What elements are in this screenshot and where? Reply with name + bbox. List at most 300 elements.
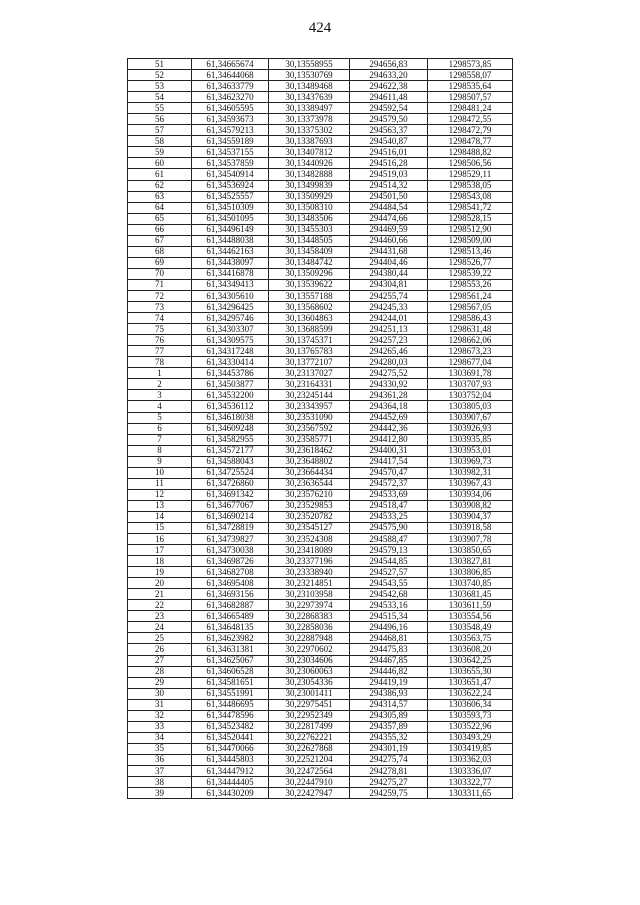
- y-coordinate-cell: 1303806,85: [428, 567, 513, 578]
- x-coordinate-cell: 294452,69: [350, 412, 428, 423]
- coordinates-table-body: [128, 59, 513, 799]
- y-coordinate-cell: 1303926,93: [428, 423, 513, 434]
- table-row: [128, 92, 513, 103]
- x-coordinate-cell: 294516,28: [350, 158, 428, 169]
- x-coordinate-cell: 294474,66: [350, 213, 428, 224]
- x-coordinate-cell: 294278,81: [350, 766, 428, 777]
- longitude-cell: 30,23418089: [269, 545, 350, 556]
- x-coordinate-cell: 294412,80: [350, 434, 428, 445]
- y-coordinate-cell: 1303608,20: [428, 644, 513, 655]
- longitude-cell: 30,22472564: [269, 766, 350, 777]
- point-number-cell: 1: [128, 368, 192, 379]
- longitude-cell: 30,13482888: [269, 169, 350, 180]
- y-coordinate-cell: 1303651,47: [428, 677, 513, 688]
- y-coordinate-cell: 1303681,45: [428, 589, 513, 600]
- longitude-cell: 30,22817499: [269, 721, 350, 732]
- point-number-cell: 68: [128, 246, 192, 257]
- latitude-cell: 61,34453786: [192, 368, 269, 379]
- point-number-cell: 32: [128, 710, 192, 721]
- point-number-cell: 55: [128, 103, 192, 114]
- longitude-cell: 30,23520782: [269, 511, 350, 522]
- point-number-cell: 13: [128, 500, 192, 511]
- table-row: [128, 699, 513, 710]
- longitude-cell: 30,23338940: [269, 567, 350, 578]
- table-row: [128, 70, 513, 81]
- longitude-cell: 30,22970602: [269, 644, 350, 655]
- latitude-cell: 61,34665674: [192, 59, 269, 70]
- point-number-cell: 22: [128, 600, 192, 611]
- x-coordinate-cell: 294496,16: [350, 622, 428, 633]
- x-coordinate-cell: 294442,36: [350, 423, 428, 434]
- longitude-cell: 30,22858036: [269, 622, 350, 633]
- table-row: [128, 390, 513, 401]
- table-row: [128, 511, 513, 522]
- point-number-cell: 59: [128, 147, 192, 158]
- point-number-cell: 53: [128, 81, 192, 92]
- table-row: [128, 313, 513, 324]
- point-number-cell: 73: [128, 302, 192, 313]
- longitude-cell: 30,23567592: [269, 423, 350, 434]
- x-coordinate-cell: 294460,66: [350, 235, 428, 246]
- x-coordinate-cell: 294533,16: [350, 600, 428, 611]
- y-coordinate-cell: 1298567,05: [428, 302, 513, 313]
- point-number-cell: 58: [128, 136, 192, 147]
- y-coordinate-cell: 1303362,03: [428, 754, 513, 765]
- point-number-cell: 21: [128, 589, 192, 600]
- y-coordinate-cell: 1303336,07: [428, 766, 513, 777]
- latitude-cell: 61,34625067: [192, 655, 269, 666]
- x-coordinate-cell: 294419,19: [350, 677, 428, 688]
- table-row: [128, 788, 513, 799]
- y-coordinate-cell: 1298472,79: [428, 125, 513, 136]
- x-coordinate-cell: 294257,23: [350, 335, 428, 346]
- longitude-cell: 30,13772107: [269, 357, 350, 368]
- y-coordinate-cell: 1298543,08: [428, 191, 513, 202]
- y-coordinate-cell: 1303918,58: [428, 522, 513, 533]
- y-coordinate-cell: 1303969,73: [428, 456, 513, 467]
- longitude-cell: 30,13568602: [269, 302, 350, 313]
- longitude-cell: 30,13745371: [269, 335, 350, 346]
- table-row: [128, 777, 513, 788]
- point-number-cell: 10: [128, 467, 192, 478]
- table-row: [128, 224, 513, 235]
- latitude-cell: 61,34503877: [192, 379, 269, 390]
- x-coordinate-cell: 294475,83: [350, 644, 428, 655]
- longitude-cell: 30,23001411: [269, 688, 350, 699]
- x-coordinate-cell: 294467,85: [350, 655, 428, 666]
- table-row: [128, 655, 513, 666]
- latitude-cell: 61,34330414: [192, 357, 269, 368]
- latitude-cell: 61,34623270: [192, 92, 269, 103]
- table-row: [128, 213, 513, 224]
- x-coordinate-cell: 294611,48: [350, 92, 428, 103]
- table-row: [128, 158, 513, 169]
- latitude-cell: 61,34695408: [192, 578, 269, 589]
- point-number-cell: 2: [128, 379, 192, 390]
- table-row: [128, 257, 513, 268]
- table-row: [128, 534, 513, 545]
- point-number-cell: 19: [128, 567, 192, 578]
- y-coordinate-cell: 1303522,96: [428, 721, 513, 732]
- table-row: [128, 290, 513, 301]
- x-coordinate-cell: 294314,57: [350, 699, 428, 710]
- longitude-cell: 30,23377196: [269, 556, 350, 567]
- longitude-cell: 30,13483506: [269, 213, 350, 224]
- latitude-cell: 61,34572177: [192, 445, 269, 456]
- point-number-cell: 54: [128, 92, 192, 103]
- longitude-cell: 30,23524308: [269, 534, 350, 545]
- point-number-cell: 17: [128, 545, 192, 556]
- table-row: [128, 721, 513, 732]
- latitude-cell: 61,34559189: [192, 136, 269, 147]
- x-coordinate-cell: 294633,20: [350, 70, 428, 81]
- y-coordinate-cell: 1303611,59: [428, 600, 513, 611]
- longitude-cell: 30,13509296: [269, 268, 350, 279]
- longitude-cell: 30,13373978: [269, 114, 350, 125]
- latitude-cell: 61,34496149: [192, 224, 269, 235]
- coordinates-table: [127, 58, 513, 799]
- x-coordinate-cell: 294404,46: [350, 257, 428, 268]
- longitude-cell: 30,13387693: [269, 136, 350, 147]
- x-coordinate-cell: 294533,69: [350, 489, 428, 500]
- x-coordinate-cell: 294570,47: [350, 467, 428, 478]
- latitude-cell: 61,34682887: [192, 600, 269, 611]
- latitude-cell: 61,34305610: [192, 290, 269, 301]
- table-row: [128, 743, 513, 754]
- table-row: [128, 180, 513, 191]
- y-coordinate-cell: 1298631,48: [428, 324, 513, 335]
- table-row: [128, 556, 513, 567]
- longitude-cell: 30,22868383: [269, 611, 350, 622]
- y-coordinate-cell: 1298506,56: [428, 158, 513, 169]
- y-coordinate-cell: 1298472,55: [428, 114, 513, 125]
- table-row: [128, 545, 513, 556]
- latitude-cell: 61,34725524: [192, 467, 269, 478]
- y-coordinate-cell: 1298507,57: [428, 92, 513, 103]
- table-row: [128, 59, 513, 70]
- x-coordinate-cell: 294275,52: [350, 368, 428, 379]
- longitude-cell: 30,13455303: [269, 224, 350, 235]
- latitude-cell: 61,34462163: [192, 246, 269, 257]
- y-coordinate-cell: 1298528,15: [428, 213, 513, 224]
- x-coordinate-cell: 294656,83: [350, 59, 428, 70]
- longitude-cell: 30,23164331: [269, 379, 350, 390]
- longitude-cell: 30,13407812: [269, 147, 350, 158]
- latitude-cell: 61,34623982: [192, 633, 269, 644]
- table-row: [128, 434, 513, 445]
- latitude-cell: 61,34488038: [192, 235, 269, 246]
- y-coordinate-cell: 1303593,73: [428, 710, 513, 721]
- point-number-cell: 8: [128, 445, 192, 456]
- longitude-cell: 30,13765783: [269, 346, 350, 357]
- table-row: [128, 633, 513, 644]
- longitude-cell: 30,22887948: [269, 633, 350, 644]
- y-coordinate-cell: 1303935,85: [428, 434, 513, 445]
- longitude-cell: 30,23529853: [269, 500, 350, 511]
- x-coordinate-cell: 294518,47: [350, 500, 428, 511]
- longitude-cell: 30,23103958: [269, 589, 350, 600]
- latitude-cell: 61,34644068: [192, 70, 269, 81]
- y-coordinate-cell: 1298561,24: [428, 290, 513, 301]
- latitude-cell: 61,34618038: [192, 412, 269, 423]
- point-number-cell: 65: [128, 213, 192, 224]
- latitude-cell: 61,34470066: [192, 743, 269, 754]
- longitude-cell: 30,23034606: [269, 655, 350, 666]
- point-number-cell: 70: [128, 268, 192, 279]
- y-coordinate-cell: 1298512,90: [428, 224, 513, 235]
- x-coordinate-cell: 294516,01: [350, 147, 428, 158]
- x-coordinate-cell: 294622,38: [350, 81, 428, 92]
- point-number-cell: 69: [128, 257, 192, 268]
- x-coordinate-cell: 294592,54: [350, 103, 428, 114]
- latitude-cell: 61,34606528: [192, 666, 269, 677]
- point-number-cell: 74: [128, 313, 192, 324]
- point-number-cell: 78: [128, 357, 192, 368]
- table-row: [128, 125, 513, 136]
- latitude-cell: 61,34536112: [192, 401, 269, 412]
- y-coordinate-cell: 1303907,67: [428, 412, 513, 423]
- y-coordinate-cell: 1303907,78: [428, 534, 513, 545]
- x-coordinate-cell: 294533,25: [350, 511, 428, 522]
- longitude-cell: 30,23531090: [269, 412, 350, 423]
- point-number-cell: 66: [128, 224, 192, 235]
- table-row: [128, 666, 513, 677]
- y-coordinate-cell: 1298509,00: [428, 235, 513, 246]
- y-coordinate-cell: 1303850,65: [428, 545, 513, 556]
- table-row: [128, 401, 513, 412]
- longitude-cell: 30,13530769: [269, 70, 350, 81]
- point-number-cell: 31: [128, 699, 192, 710]
- point-number-cell: 9: [128, 456, 192, 467]
- y-coordinate-cell: 1298553,26: [428, 279, 513, 290]
- latitude-cell: 61,34698726: [192, 556, 269, 567]
- x-coordinate-cell: 294251,13: [350, 324, 428, 335]
- point-number-cell: 12: [128, 489, 192, 500]
- y-coordinate-cell: 1298538,05: [428, 180, 513, 191]
- latitude-cell: 61,34690214: [192, 511, 269, 522]
- y-coordinate-cell: 1303934,06: [428, 489, 513, 500]
- x-coordinate-cell: 294417,54: [350, 456, 428, 467]
- latitude-cell: 61,34537155: [192, 147, 269, 158]
- table-row: [128, 268, 513, 279]
- point-number-cell: 57: [128, 125, 192, 136]
- table-row: [128, 302, 513, 313]
- x-coordinate-cell: 294259,75: [350, 788, 428, 799]
- longitude-cell: 30,13448505: [269, 235, 350, 246]
- y-coordinate-cell: 1303554,56: [428, 611, 513, 622]
- latitude-cell: 61,34605595: [192, 103, 269, 114]
- longitude-cell: 30,23636544: [269, 478, 350, 489]
- longitude-cell: 30,13458409: [269, 246, 350, 257]
- point-number-cell: 18: [128, 556, 192, 567]
- table-row: [128, 489, 513, 500]
- latitude-cell: 61,34588043: [192, 456, 269, 467]
- x-coordinate-cell: 294357,89: [350, 721, 428, 732]
- latitude-cell: 61,34523482: [192, 721, 269, 732]
- table-row: [128, 677, 513, 688]
- y-coordinate-cell: 1298481,24: [428, 103, 513, 114]
- table-row: [128, 478, 513, 489]
- x-coordinate-cell: 294330,92: [350, 379, 428, 390]
- longitude-cell: 30,13508310: [269, 202, 350, 213]
- latitude-cell: 61,34501095: [192, 213, 269, 224]
- y-coordinate-cell: 1298478,77: [428, 136, 513, 147]
- table-row: [128, 445, 513, 456]
- point-number-cell: 35: [128, 743, 192, 754]
- latitude-cell: 61,34551991: [192, 688, 269, 699]
- latitude-cell: 61,34349413: [192, 279, 269, 290]
- point-number-cell: 23: [128, 611, 192, 622]
- x-coordinate-cell: 294280,03: [350, 357, 428, 368]
- point-number-cell: 75: [128, 324, 192, 335]
- latitude-cell: 61,34438097: [192, 257, 269, 268]
- y-coordinate-cell: 1303805,03: [428, 401, 513, 412]
- point-number-cell: 6: [128, 423, 192, 434]
- table-row: [128, 467, 513, 478]
- y-coordinate-cell: 1298488,82: [428, 147, 513, 158]
- latitude-cell: 61,34677067: [192, 500, 269, 511]
- x-coordinate-cell: 294484,54: [350, 202, 428, 213]
- x-coordinate-cell: 294501,50: [350, 191, 428, 202]
- y-coordinate-cell: 1303419,85: [428, 743, 513, 754]
- x-coordinate-cell: 294305,89: [350, 710, 428, 721]
- y-coordinate-cell: 1298558,07: [428, 70, 513, 81]
- longitude-cell: 30,23585771: [269, 434, 350, 445]
- y-coordinate-cell: 1298677,04: [428, 357, 513, 368]
- point-number-cell: 36: [128, 754, 192, 765]
- latitude-cell: 61,34682708: [192, 567, 269, 578]
- table-row: [128, 246, 513, 257]
- point-number-cell: 20: [128, 578, 192, 589]
- table-row: [128, 368, 513, 379]
- y-coordinate-cell: 1303311,65: [428, 788, 513, 799]
- latitude-cell: 61,34633779: [192, 81, 269, 92]
- longitude-cell: 30,13688599: [269, 324, 350, 335]
- point-number-cell: 52: [128, 70, 192, 81]
- point-number-cell: 3: [128, 390, 192, 401]
- y-coordinate-cell: 1303691,78: [428, 368, 513, 379]
- x-coordinate-cell: 294519,03: [350, 169, 428, 180]
- point-number-cell: 61: [128, 169, 192, 180]
- longitude-cell: 30,23060063: [269, 666, 350, 677]
- x-coordinate-cell: 294542,68: [350, 589, 428, 600]
- latitude-cell: 61,34416878: [192, 268, 269, 279]
- latitude-cell: 61,34478596: [192, 710, 269, 721]
- latitude-cell: 61,34581651: [192, 677, 269, 688]
- x-coordinate-cell: 294468,81: [350, 633, 428, 644]
- longitude-cell: 30,23137027: [269, 368, 350, 379]
- point-number-cell: 4: [128, 401, 192, 412]
- table-row: [128, 710, 513, 721]
- x-coordinate-cell: 294431,68: [350, 246, 428, 257]
- table-row: [128, 335, 513, 346]
- point-number-cell: 27: [128, 655, 192, 666]
- longitude-cell: 30,22427947: [269, 788, 350, 799]
- y-coordinate-cell: 1298573,85: [428, 59, 513, 70]
- point-number-cell: 24: [128, 622, 192, 633]
- longitude-cell: 30,13437639: [269, 92, 350, 103]
- table-row: [128, 136, 513, 147]
- x-coordinate-cell: 294588,47: [350, 534, 428, 545]
- table-row: [128, 622, 513, 633]
- x-coordinate-cell: 294572,37: [350, 478, 428, 489]
- table-row: [128, 688, 513, 699]
- x-coordinate-cell: 294275,74: [350, 754, 428, 765]
- x-coordinate-cell: 294255,74: [350, 290, 428, 301]
- table-row: [128, 412, 513, 423]
- y-coordinate-cell: 1303904,37: [428, 511, 513, 522]
- point-number-cell: 14: [128, 511, 192, 522]
- point-number-cell: 25: [128, 633, 192, 644]
- x-coordinate-cell: 294386,93: [350, 688, 428, 699]
- latitude-cell: 61,34536924: [192, 180, 269, 191]
- x-coordinate-cell: 294515,34: [350, 611, 428, 622]
- x-coordinate-cell: 294446,82: [350, 666, 428, 677]
- point-number-cell: 28: [128, 666, 192, 677]
- table-row: [128, 600, 513, 611]
- table-row: [128, 578, 513, 589]
- latitude-cell: 61,34525557: [192, 191, 269, 202]
- y-coordinate-cell: 1298535,64: [428, 81, 513, 92]
- latitude-cell: 61,34726860: [192, 478, 269, 489]
- y-coordinate-cell: 1303707,93: [428, 379, 513, 390]
- table-row: [128, 611, 513, 622]
- point-number-cell: 39: [128, 788, 192, 799]
- longitude-cell: 30,13489468: [269, 81, 350, 92]
- y-coordinate-cell: 1298529,11: [428, 169, 513, 180]
- y-coordinate-cell: 1303953,01: [428, 445, 513, 456]
- x-coordinate-cell: 294245,33: [350, 302, 428, 313]
- longitude-cell: 30,22952349: [269, 710, 350, 721]
- page-number: 424: [308, 20, 332, 36]
- x-coordinate-cell: 294543,55: [350, 578, 428, 589]
- latitude-cell: 61,34540914: [192, 169, 269, 180]
- x-coordinate-cell: 294364,18: [350, 401, 428, 412]
- y-coordinate-cell: 1303740,85: [428, 578, 513, 589]
- latitude-cell: 61,34691342: [192, 489, 269, 500]
- point-number-cell: 16: [128, 534, 192, 545]
- table-row: [128, 589, 513, 600]
- longitude-cell: 30,13440926: [269, 158, 350, 169]
- x-coordinate-cell: 294355,32: [350, 732, 428, 743]
- latitude-cell: 61,34609248: [192, 423, 269, 434]
- point-number-cell: 38: [128, 777, 192, 788]
- x-coordinate-cell: 294514,32: [350, 180, 428, 191]
- latitude-cell: 61,34520441: [192, 732, 269, 743]
- table-row: [128, 500, 513, 511]
- table-row: [128, 191, 513, 202]
- point-number-cell: 51: [128, 59, 192, 70]
- longitude-cell: 30,23343957: [269, 401, 350, 412]
- x-coordinate-cell: 294400,31: [350, 445, 428, 456]
- x-coordinate-cell: 294527,57: [350, 567, 428, 578]
- point-number-cell: 33: [128, 721, 192, 732]
- y-coordinate-cell: 1303982,31: [428, 467, 513, 478]
- point-number-cell: 60: [128, 158, 192, 169]
- latitude-cell: 61,34579213: [192, 125, 269, 136]
- y-coordinate-cell: 1303655,30: [428, 666, 513, 677]
- table-row: [128, 169, 513, 180]
- latitude-cell: 61,34445803: [192, 754, 269, 765]
- point-number-cell: 67: [128, 235, 192, 246]
- point-number-cell: 71: [128, 279, 192, 290]
- x-coordinate-cell: 294275,27: [350, 777, 428, 788]
- y-coordinate-cell: 1303622,24: [428, 688, 513, 699]
- longitude-cell: 30,23664434: [269, 467, 350, 478]
- y-coordinate-cell: 1303493,29: [428, 732, 513, 743]
- point-number-cell: 29: [128, 677, 192, 688]
- x-coordinate-cell: 294544,85: [350, 556, 428, 567]
